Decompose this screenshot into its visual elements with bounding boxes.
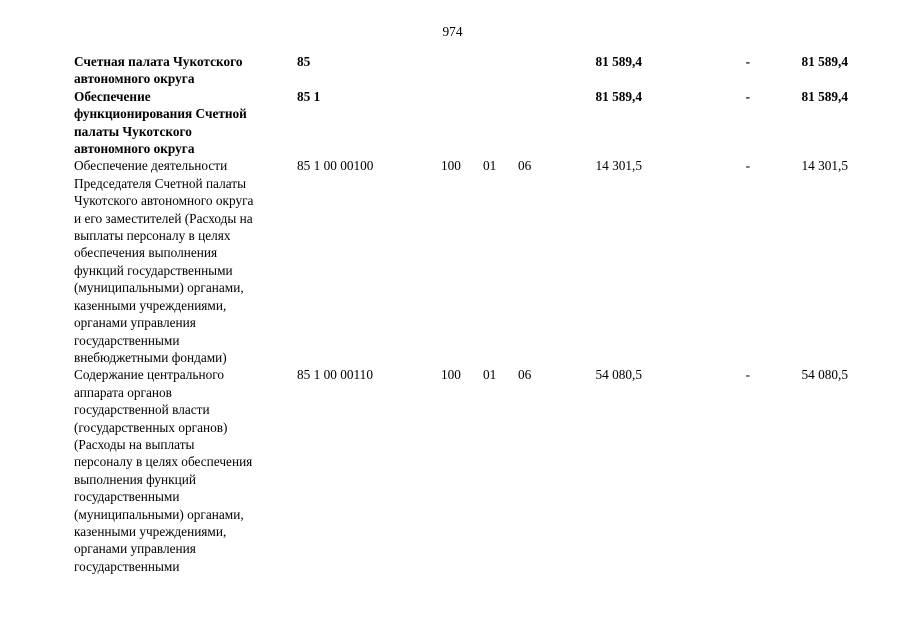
row-name-line: Содержание центрального [74,367,225,383]
row-amount-3: 14 301,5 [801,158,848,174]
row-section: 01 [483,367,497,383]
row-section: 01 [483,158,497,174]
row-expense-type: 100 [441,367,461,383]
row-code: 85 1 00 00100 [297,158,374,174]
row-subsection: 06 [518,367,532,383]
row-name-line: Председателя Счетной палаты [74,175,247,191]
row-amount-2: - [745,88,750,104]
row-name-line: органами управления [74,315,196,331]
row-subsection: 06 [518,158,532,174]
row-code: 85 [297,54,311,69]
row-expense-type: 100 [441,158,461,174]
table-row [74,88,854,158]
row-name-line: (Расходы на выплаты [74,436,195,452]
row-name-line: государственными [74,332,180,348]
row-name-line: (муниципальными) органами, [74,506,244,522]
row-name-line: Счетная палата Чукотского [74,54,243,69]
row-name-line: автономного округа [74,71,195,87]
row-name-line: обеспечения выполнения [74,245,218,261]
budget-table [74,53,854,575]
row-amount-3: 81 589,4 [801,88,848,104]
table-row [74,366,854,575]
row-name-line: (муниципальными) органами, [74,280,244,296]
row-name-line: Обеспечение [74,88,151,104]
row-name [74,88,288,158]
row-name [74,157,288,366]
row-name-line: аппарата органов [74,384,172,400]
row-name-line: функций государственными [74,262,233,278]
page-number: 974 [442,24,463,39]
row-name-line: персоналу в целях обеспечения [74,454,253,470]
row-name-line: казенными учреждениями, [74,523,227,539]
row-name-line: Чукотского автономного округа [74,193,254,209]
row-code: 85 1 00 00110 [297,367,373,383]
row-amount-1: 81 589,4 [595,88,642,104]
row-name-line: государственной власти [74,402,210,418]
row-name [74,53,288,88]
row-name-line: функционирования Счетной [74,106,247,122]
row-amount-2: - [745,158,750,174]
row-amount-1: 81 589,4 [595,54,642,69]
row-name-line: выполнения функций [74,471,196,487]
row-name-line: Обеспечение деятельности [74,158,228,174]
row-name-line: казенными учреждениями, [74,297,227,313]
row-amount-2: - [745,54,750,69]
row-name-line: (государственных органов) [74,419,228,435]
row-name-line: палаты Чукотского [74,123,192,139]
row-name-line: автономного округа [74,141,195,157]
row-amount-1: 54 080,5 [595,367,642,383]
row-amount-1: 14 301,5 [595,158,642,174]
row-name [74,366,288,575]
row-name-line: выплаты персоналу в целях [74,228,231,244]
row-amount-3: 54 080,5 [801,367,848,383]
row-name-line: и его заместителей (Расходы на [74,210,253,226]
row-name-line: государственными [74,558,180,574]
table-row [74,53,854,88]
row-name-line: внебюджетными фондами) [74,349,227,365]
row-amount-3: 81 589,4 [801,54,848,69]
table-row [74,157,854,366]
row-code: 85 1 [297,88,321,104]
row-name-line: органами управления [74,541,196,557]
row-amount-2: - [745,367,750,383]
row-name-line: государственными [74,489,180,505]
